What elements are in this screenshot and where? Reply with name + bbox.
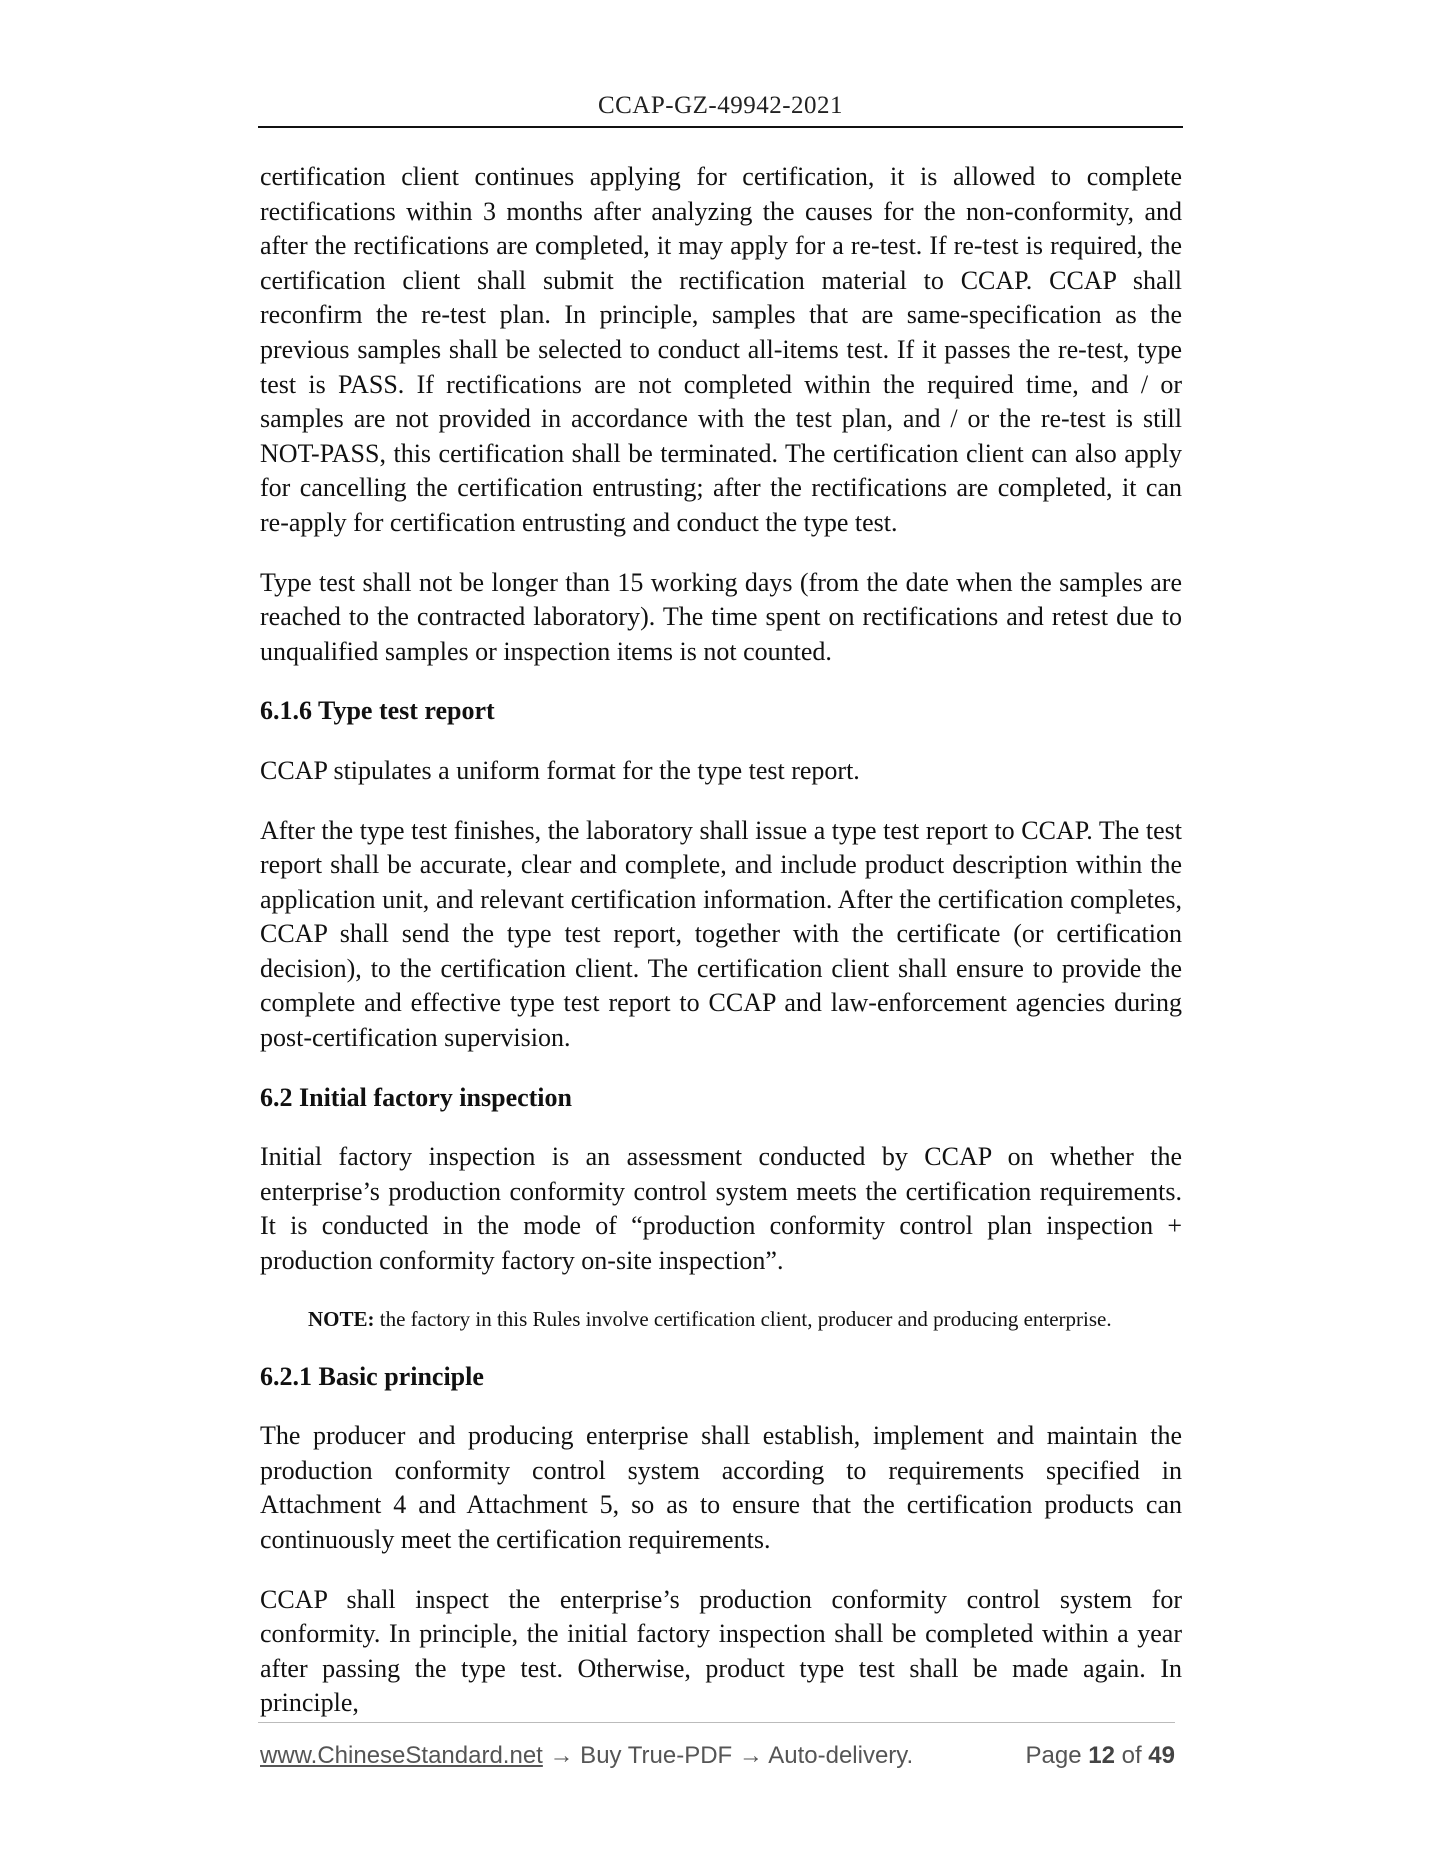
footer-promo xyxy=(260,1742,913,1770)
page-counter xyxy=(1026,1742,1176,1770)
of-word: of xyxy=(1121,1742,1142,1769)
paragraph-uniform-format: CCAP stipulates a uniform format for the type test report. xyxy=(260,755,860,785)
current-page-number: 12 xyxy=(1088,1742,1115,1769)
footer-divider xyxy=(258,1722,1175,1723)
paragraph-ccap-inspection: CCAP shall inspect the enterprise’s production conformity control system for conformity. In principle, the initial factory inspection shall be completed within a year after passing the type test. Otherwise, product type test shall be made again. In principle, xyxy=(260,1584,1182,1718)
footer-promo-text: → Buy True-PDF → Auto-delivery. xyxy=(542,1742,914,1769)
paragraph-type-test-report: After the type test finishes, the laboratory shall issue a type test report to CCAP. The test report shall be accurate, clear and complete, and include product description within the application unit, and relevant certification information. After the certification completes, CCAP shall send the type test report, together with the certificate (or certification decision), to the certification client. The certification client shall ensure to provide the complete and effective type test report to CCAP and law-enforcement agencies during post-certification supervision. xyxy=(260,815,1182,1053)
page-word: Page xyxy=(1025,1742,1082,1769)
note-factory-definition xyxy=(308,1304,1182,1334)
chinesestandard-link[interactable]: www.ChineseStandard.net xyxy=(260,1742,543,1769)
paragraph-basic-principle: The producer and producing enterprise shall establish, implement and maintain the production conformity control system according to requirements specified in Attachment 4 and Attachment 5, so as to ensure that the certification products can continuously meet the certification requirements. xyxy=(260,1421,1182,1554)
header-divider xyxy=(258,126,1183,128)
paragraph-rectification: certification client continues applying for certification, it is allowed to complete rectifications within 3 months after analyzing the causes for the non-conformity, and after the rectifications are completed, it may apply for a re-test. If re-test is required, the certification client shall submit the rectification material to CCAP. CCAP shall reconfirm the re-test plan. In principle, samples that are same-specification as the previous samples shall be selected to conduct all-items test. If it passes the re-test, type test is PASS. If rectifications are not completed within the required time, and / or samples are not provided in accordance with the test plan, and / or the re-test is still NOT-PASS, this certification shall be terminated. The certification client can also apply for cancelling the certification entrusting; after the rectifications are completed, it can re-apply for certification entrusting and conduct the type test. xyxy=(260,162,1182,537)
note-text: the factory in this Rules involve certification client, producer and producing enterprise. xyxy=(374,1306,1112,1331)
page-footer xyxy=(260,1742,1175,1776)
total-page-number: 49 xyxy=(1148,1742,1175,1769)
note-label: NOTE: xyxy=(308,1306,375,1331)
section-heading-6-1-6: 6.1.6 Type test report xyxy=(260,696,495,726)
document-body xyxy=(260,160,1182,1746)
paragraph-initial-factory-inspection: Initial factory inspection is an assessment conducted by CCAP on whether the enterprise’s production conformity control system meets the certification requirements. It is conducted in the mode of “production conformity control plan inspection + production conformity factory on-site inspection”. xyxy=(260,1142,1182,1276)
paragraph-type-test-duration: Type test shall not be longer than 15 working days (from the date when the samples are reached to the contracted laboratory). The time spent on rectifications and retest due to unqualified samples or inspection items is not counted. xyxy=(260,567,1182,666)
section-heading-6-2-1: 6.2.1 Basic principle xyxy=(260,1361,484,1391)
section-heading-6-2: 6.2 Initial factory inspection xyxy=(260,1082,572,1112)
document-header-code: CCAP-GZ-49942-2021 xyxy=(597,92,844,119)
